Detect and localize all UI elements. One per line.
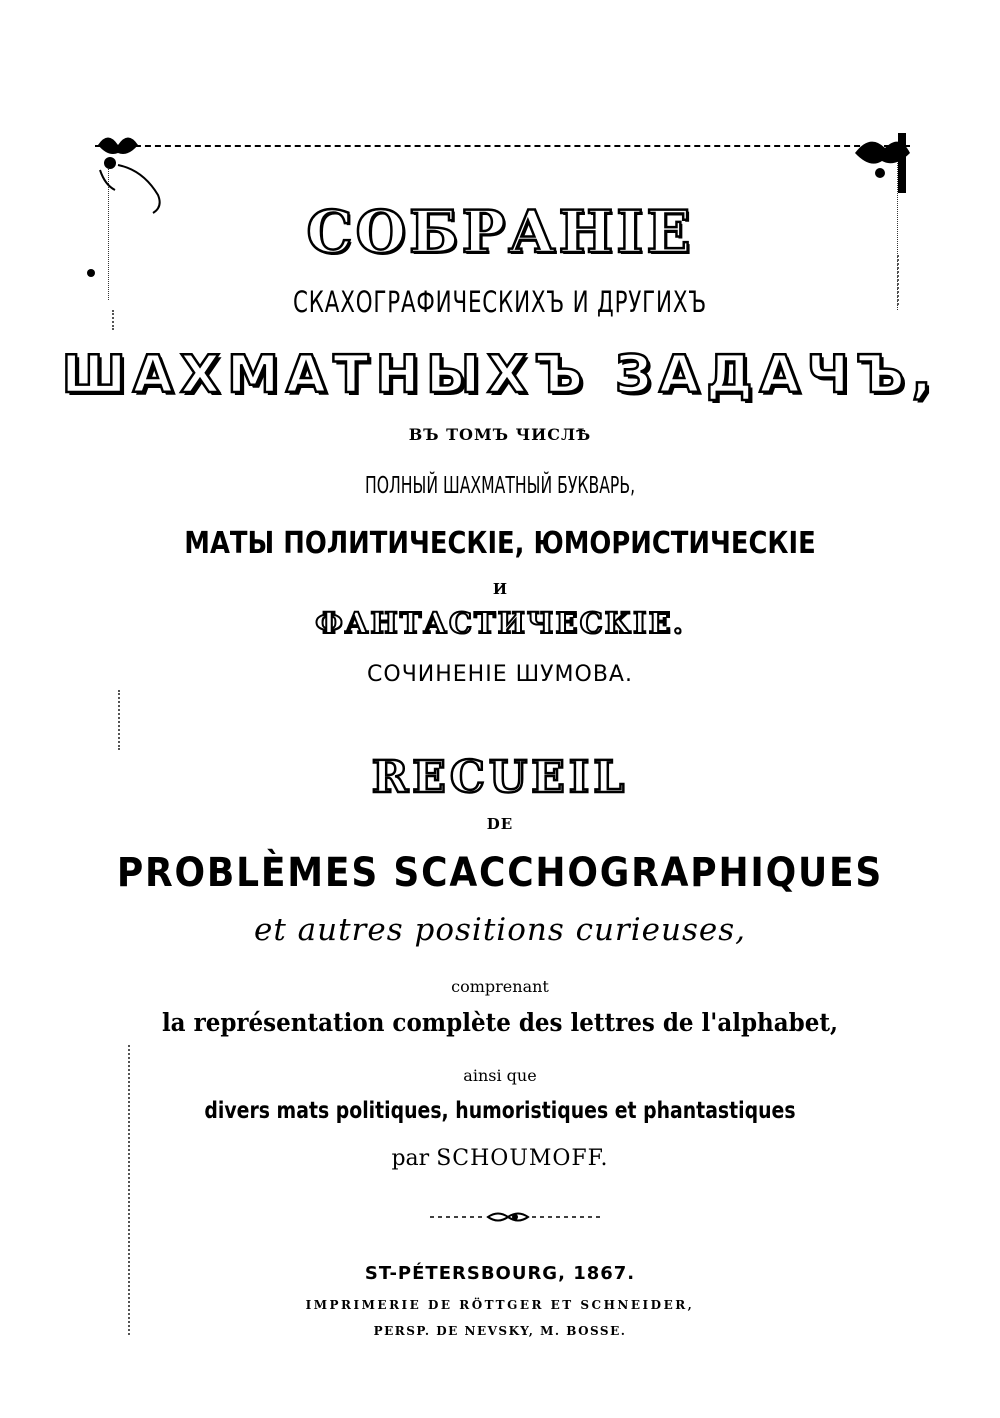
- imprint-address: PERSP. DE NEVSKY, M. BOSSE.: [373, 1324, 627, 1338]
- ornamental-divider-icon: [430, 1210, 600, 1224]
- russian-line-fantasticheskie: ФАНТАСТИЧЕСКІЕ.: [315, 606, 685, 640]
- french-line-ainsi-que: ainsi que: [463, 1066, 537, 1085]
- left-margin-dots: [128, 1045, 130, 1335]
- russian-subtitle-skahograficheskih: СКАХОГРАФИЧЕСКИХЪ И ДРУГИХЪ: [293, 285, 707, 319]
- russian-author-line: СОЧИНЕНІЕ ШУМОВА.: [367, 662, 633, 687]
- french-line-comprenant: comprenant: [451, 977, 549, 996]
- imprint-printer: IMPRIMERIE DE RÖTTGER ET SCHNEIDER,: [305, 1298, 695, 1312]
- bullet-mark-icon: [86, 268, 96, 278]
- french-line-divers-mats: divers mats politiques, humoristiques et phantastiques: [204, 1098, 796, 1124]
- french-line-representation: la représentation complète des lettres de l'alphabet,: [161, 1008, 839, 1037]
- french-title-problemes: PROBLÈMES SCACCHOGRAPHIQUES: [116, 850, 884, 896]
- french-title-recueil: RECUEIL: [371, 752, 629, 803]
- french-line-et-autres: et autres positions curieuses,: [254, 912, 746, 948]
- french-author-line: [0, 1146, 1000, 1171]
- top-right-floral-ornament-icon: [850, 128, 915, 208]
- french-line-de: DE: [486, 815, 514, 833]
- russian-title-shahmatnyh-zadach: ШАХМАТНЫХЪ ЗАДАЧЪ,: [61, 345, 939, 405]
- russian-line-maty: МАТЫ ПОЛИТИЧЕСКІЕ, ЮМОРИСТИЧЕСКІЕ: [184, 526, 816, 561]
- russian-conjunction-i: И: [492, 580, 508, 598]
- imprint-city-year: ST-PÉTERSBOURG, 1867.: [364, 1263, 636, 1284]
- left-margin-dots: [118, 690, 120, 750]
- author-name: SCHOUMOFF.: [436, 1146, 609, 1171]
- russian-line-v-tom-chisle: ВЪ ТОМЪ ЧИСЛѢ: [408, 425, 592, 444]
- russian-title-sobranie: СОБРАНІЕ: [306, 198, 694, 266]
- top-border-rule: [95, 145, 910, 147]
- author-prefix: par: [391, 1146, 430, 1171]
- russian-line-bukvar: ПОЛНЫЙ ШАХМАТНЫЙ БУКВАРЬ,: [364, 473, 636, 499]
